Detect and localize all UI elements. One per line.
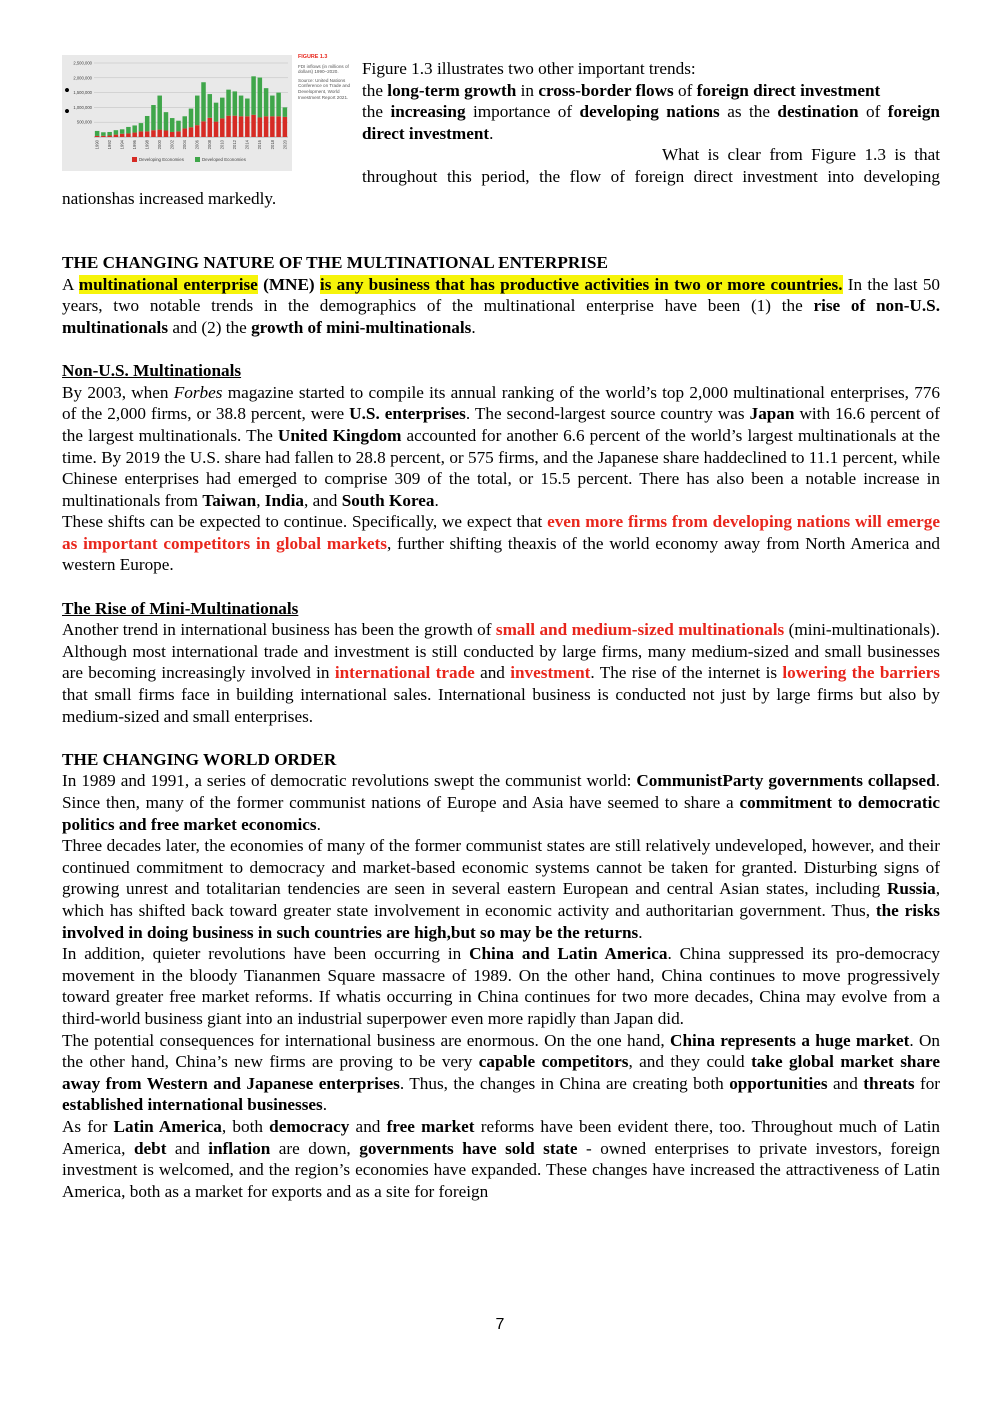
world-order-paragraph-5: As for Latin America, both democracy and free market reforms have been evident there, too. Throughout much of Latin America, debt and inflation are down, governments have sold state - owned enterprises to private investors, foreign investment is welcomed, and the region’s economies have expanded. These changes have increased the attractiveness of Latin America, both as a market for exports and as a site for foreign [62, 1116, 940, 1201]
world-order-paragraph-3: In addition, quieter revolutions have been occurring in China and Latin America. China suppressed its pro-democracy movement in the bloody Tiananmen Square massacre of 1989. On the other hand, China continues to move progressively toward greater free market reforms. If whatis occurring in China continues for two more decades, China may evolve from a third-world business giant into an industrial superpower even more rapidly than Japan did. [62, 944, 940, 1028]
mini-mnc-paragraph: Another trend in international business has been the growth of small and medium-sized multinationals (mini-multinationals). Although most international trade and investment is still conducted by large firms, many medium-sized and small businesses are becoming increasingly involved in international trade and investment. The rise of the internet is lowering the barriers that small firms face in building international sales. International business is conducted not just by large firms but also by medium-sized and small enterprises. [62, 620, 941, 726]
figure-label: FIGURE 1.3 [298, 54, 328, 60]
document-page [62, 54, 941, 1202]
intro-closing: What is clear from Figure 1.3 is that throughout this period, the flow of foreign direct investment into developing nationshas increased markedly. [62, 145, 940, 208]
page-number: 7 [495, 1316, 505, 1333]
x-tick-label: 2020 [282, 140, 288, 150]
x-tick-label: 1992 [107, 140, 113, 150]
x-tick-label: 2014 [244, 140, 250, 150]
world-order-paragraph-2: Three decades later, the economies of many of the former communist states are still relatively undeveloped, however, and their continued commitment to democracy and market-based economic systems cannot be taken for granted. Disturbing signs of growing unrest and totalitarian tendencies are seen in several eastern European and central Asian states, including Russia, which has shifted back toward greater state involvement in economic activity and authoritarian government. Thus, the risks involved in doing business in such countries are high,but so may be the returns. [62, 836, 940, 942]
section-heading-mini-mnc: The Rise of Mini-Multinationals [62, 598, 299, 618]
x-tick-label: 2018 [269, 140, 275, 150]
legend-label-developing: Developing Economies [139, 157, 184, 162]
section-heading-world-order: THE CHANGING WORLD ORDER [62, 749, 337, 769]
x-tick-label: 1994 [119, 140, 125, 150]
bullet-icon: • [64, 102, 71, 122]
trend-item-2: • the increasing importance of developing nations as the destination of foreign direct investment. [64, 102, 940, 143]
x-tick-label: 1996 [132, 140, 138, 150]
trend-item-1: • the long-term growth in cross-border flows of foreign direct investment [64, 80, 881, 100]
x-tick-label: 2010 [219, 140, 225, 150]
figure-caption-text: FDI inflows (in millions of dollars) 1990–2020. [298, 63, 349, 75]
x-tick-label: 1990 [94, 140, 100, 150]
intro-lead: Figure 1.3 illustrates two other important trends: [362, 59, 696, 78]
legend-label-developed: Developed Economies [202, 157, 246, 162]
x-tick-label: 2008 [207, 140, 213, 150]
non-us-paragraph-1: By 2003, when Forbes magazine started to compile its annual ranking of the world’s top 2,000 multinational enterprises, 776 of the 2,000 firms, or 38.8 percent, were U.S. enterprises. The second-largest source country was Japan with 16.6 percent of the largest multinationals. The United Kingdom accounted for another 6.6 percent of the world’s largest multinationals at the time. By 2019 the U.S. share had fallen to 28.8 percent, or 575 firms, and the Japanese share haddeclined to 11.1 percent, while Chinese enterprises had emerged to comprise 309 of the total, or 15.5 percent. There has also been a notable increase in multinationals from Taiwan, India, and South Korea. [62, 382, 940, 510]
section-heading-mne: THE CHANGING NATURE OF THE MULTINATIONAL ENTERPRISE [62, 253, 608, 273]
non-us-paragraph-2: These shifts can be expected to continue. Specifically, we expect that even more firms from developing nations will emerge as important competitors in global markets, further shifting theaxis of the world economy away from North America and western Europe. [62, 512, 941, 575]
y-tick-label: 1,000,000 [73, 104, 92, 110]
x-tick-label: 2000 [157, 140, 163, 150]
x-tick-label: 2006 [194, 140, 200, 150]
y-tick-label: 2,500,000 [73, 60, 92, 66]
x-tick-label: 2002 [169, 140, 175, 150]
world-order-paragraph-4: The potential consequences for international business are enormous. On the one hand, China represents a huge market. On the other hand, China’s new firms are proving to be very capable competitors, and they could take global market share away from Western and Japanese enterprises. Thus, the changes in China are creating both opportunities and threats for established international businesses. [62, 1030, 941, 1115]
y-tick-label: 2,000,000 [73, 75, 92, 81]
y-tick-label: 500,000 [76, 119, 92, 125]
section-heading-non-us: Non-U.S. Multinationals [62, 361, 242, 381]
world-order-paragraph-1: In 1989 and 1991, a series of democratic revolutions swept the communist world: CommunistParty governments collapsed. Since then, many of the former communist nations of Europe and Asia have seemed to share a commitment to democratic politics and free market economics. [62, 771, 941, 834]
y-tick-label: 1,500,000 [73, 90, 92, 96]
legend-swatch-developed [195, 157, 200, 162]
figure-source: Source: United Nations Conference on Trade and Development, World Investment Report 2021. [298, 77, 351, 100]
intro-block [62, 54, 940, 209]
x-tick-label: 1998 [144, 140, 150, 150]
x-tick-label: 2012 [232, 140, 238, 150]
x-tick-label: 2016 [257, 140, 263, 150]
bullet-icon: • [64, 80, 71, 100]
x-tick-label: 2004 [182, 140, 188, 150]
legend-swatch-developing [132, 157, 137, 162]
mne-paragraph: A multinational enterprise (MNE) is any business that has productive activities in two or more countries. In the last 50 years, two notable trends in the demographics of the multinational enterprise have been (1) the rise of non-U.S. multinationals and (2) the growth of mini-multinationals. [62, 274, 941, 337]
